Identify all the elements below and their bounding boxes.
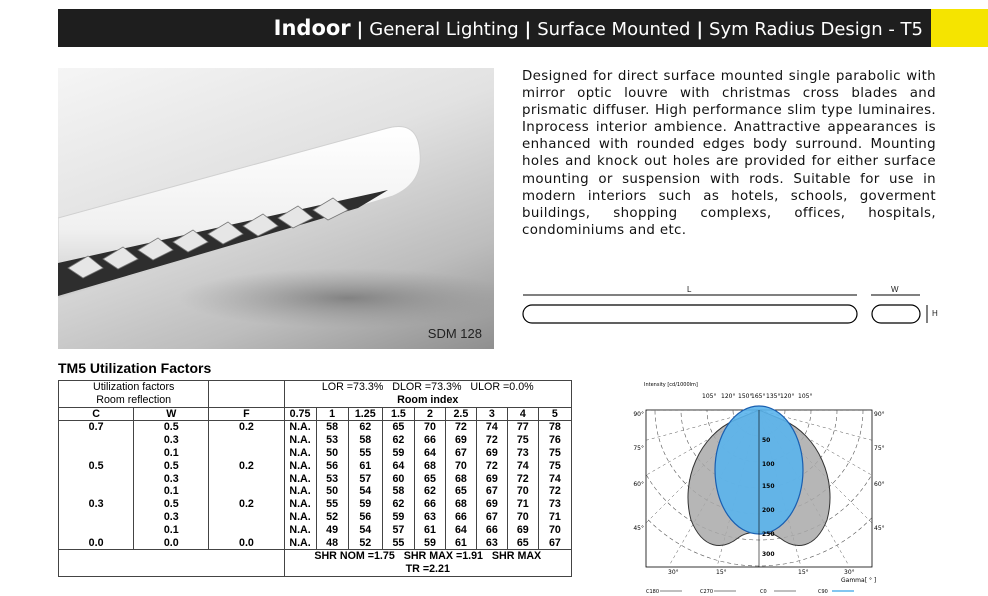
table-cell: 60 [382,473,414,486]
table-cell: 69 [476,473,507,486]
table-cell: 0.2 [209,421,284,434]
table-cell: 63 [414,511,445,524]
room-index-label: Room index [284,394,571,407]
right-angle-label: 60° [874,481,885,488]
table-cell: 66 [445,511,476,524]
table-cell: 0.7 [59,421,134,434]
table-cell: 69 [507,524,538,537]
empty-cell [59,550,285,563]
table-cell [59,473,134,486]
right-angle-label: 45° [874,525,885,532]
table-cell: 58 [348,434,382,447]
table-cell: N.A. [284,511,316,524]
table-cell: 72 [538,485,571,498]
table-cell: 63 [476,537,507,550]
table-cell: 67 [445,447,476,460]
table-cell: 66 [476,524,507,537]
table-cell [59,447,134,460]
table-title: TM5 Utilization Factors [58,360,212,376]
table-cell: 0.3 [134,434,209,447]
right-angle-label: 75° [874,445,885,452]
shr-row [59,563,572,576]
table-row [59,485,572,498]
table-cell: 69 [476,498,507,511]
product-photo [58,68,494,349]
table-cell: 0.5 [134,460,209,473]
table-cell: 71 [538,511,571,524]
table-cell: 0.3 [134,511,209,524]
table-row [59,447,572,460]
table-cell: 75 [538,460,571,473]
utilization-table [58,380,572,577]
table-cell: 72 [476,460,507,473]
table-cell: 0.0 [134,537,209,550]
top-angle-label: 150° [738,393,753,400]
table-row [59,524,572,537]
table-cell: 0.1 [134,485,209,498]
empty-cell [209,394,284,407]
table-cell: N.A. [284,537,316,550]
top-angle-label: 120° [721,393,736,400]
table-cell: 0.1 [134,524,209,537]
table-cell: 64 [414,447,445,460]
table-cell: 62 [414,485,445,498]
gamma-label: Gamma[ ° ] [841,577,877,584]
table-cell: N.A. [284,460,316,473]
table-cell: N.A. [284,434,316,447]
table-row [59,537,572,550]
dimension-height-label: H [932,309,938,318]
dimension-drawing [520,282,950,332]
table-cell: 0.3 [59,498,134,511]
table-cell [209,485,284,498]
table-row [59,498,572,511]
index-cell: 1.25 [348,407,382,421]
table-cell: 0.2 [209,460,284,473]
table-cell: 52 [348,537,382,550]
table-cell: 65 [445,485,476,498]
col-c: C [59,407,134,421]
table-cell: 55 [382,537,414,550]
table-cell: 61 [348,460,382,473]
shr-line-1: SHR NOM =1.75 SHR MAX =1.91 SHR MAX [284,550,571,563]
index-cell: 2 [414,407,445,421]
table-cell: 72 [507,473,538,486]
polar-intensity-diagram [620,380,886,596]
table-cell: 0.5 [134,421,209,434]
top-angle-label: 120° [780,393,795,400]
legend-label: C90 [818,589,828,595]
table-cell: 69 [476,447,507,460]
table-cell: 75 [507,434,538,447]
table-cell: 64 [445,524,476,537]
shr-line-2: TR =2.21 [284,563,571,576]
table-cell: 67 [476,485,507,498]
table-cell: 0.1 [134,447,209,460]
table-cell: N.A. [284,421,316,434]
polar-legend [646,589,854,595]
table-cell: 52 [316,511,348,524]
table-cell: 56 [316,460,348,473]
table-cell: 67 [476,511,507,524]
table-cell: 58 [316,421,348,434]
table-cell: 68 [445,498,476,511]
table-cell: 62 [382,434,414,447]
radial-label: 50 [762,437,771,444]
room-reflection-label: Room reflection [59,394,209,407]
left-angle-label: 45° [633,525,644,532]
table-cell: 57 [382,524,414,537]
table-cell: 70 [414,421,445,434]
index-cell: 3 [476,407,507,421]
table-cell: 73 [538,498,571,511]
table-cell: 73 [507,447,538,460]
table-cell: 0.0 [59,537,134,550]
top-angle-label: 165° [751,393,766,400]
table-cell: 49 [316,524,348,537]
table-cell: 59 [382,511,414,524]
table-cell: 0.5 [134,498,209,511]
table-cell: 70 [538,524,571,537]
table-cell [59,485,134,498]
table-cell: 0.5 [59,460,134,473]
table-cell: N.A. [284,498,316,511]
dimension-length-label: L [687,285,692,294]
radial-label: 100 [762,461,775,468]
table-cell: 65 [414,473,445,486]
table-cell: 78 [538,421,571,434]
intensity-label: Intensity [cd/1000lm] [644,382,698,388]
table-cell: N.A. [284,485,316,498]
table-cell: 64 [382,460,414,473]
table-cell: 68 [414,460,445,473]
table-cell: 68 [445,473,476,486]
radial-label: 250 [762,531,775,538]
index-cell: 4 [507,407,538,421]
top-angle-label: 135° [766,393,781,400]
top-angle-label: 105° [798,393,813,400]
header-crumb-2: Surface Mounted [537,19,691,40]
radial-label: 150 [762,483,775,490]
table-cell: 74 [507,460,538,473]
table-cell: 67 [538,537,571,550]
table-cell: 74 [538,473,571,486]
table-cell: 0.3 [134,473,209,486]
table-cell: 70 [507,511,538,524]
col-w: W [134,407,209,421]
table-cell: 50 [316,447,348,460]
header-accent [931,9,988,47]
luminaire-illustration [58,68,494,349]
separator: | [696,19,704,40]
empty-cell [59,563,285,576]
table-cell [59,434,134,447]
table-cell: 71 [507,498,538,511]
table-cell: 54 [348,485,382,498]
table-cell: 54 [348,524,382,537]
table-cell [209,434,284,447]
table-cell: 72 [476,434,507,447]
photo-caption: SDM 128 [427,326,482,341]
bottom-angle-label: 15° [798,569,809,576]
shr-row [59,550,572,563]
table-cell: 62 [382,498,414,511]
table-cell: 59 [348,498,382,511]
table-row [59,434,572,447]
header-bar [58,9,931,47]
bottom-angle-label: 30° [844,569,855,576]
table-cell: 61 [414,524,445,537]
index-cell: 2.5 [445,407,476,421]
table-row [59,421,572,434]
table-header-row [59,381,572,394]
table-cell: 69 [445,434,476,447]
left-angle-label: 75° [633,445,644,452]
table-cell: N.A. [284,473,316,486]
index-cell: 1 [316,407,348,421]
table-cell [209,447,284,460]
header-crumb-1: General Lighting [369,19,519,40]
legend-label: C270 [700,589,714,595]
separator: | [524,19,532,40]
table-cell [59,511,134,524]
table-cell [209,473,284,486]
index-cell: 1.5 [382,407,414,421]
table-cell: 74 [476,421,507,434]
table-cell: N.A. [284,447,316,460]
legend-label: C180 [646,589,660,595]
table-cell: 50 [316,485,348,498]
table-cell: 65 [382,421,414,434]
table-cell [209,524,284,537]
table-cell: 59 [414,537,445,550]
table-cell: 66 [414,498,445,511]
radial-label: 300 [762,551,775,558]
bottom-angle-label: 15° [716,569,727,576]
table-cell: 55 [316,498,348,511]
table-row [59,511,572,524]
left-angle-label: 90° [633,411,644,418]
table-cell: 58 [382,485,414,498]
table-cell [209,511,284,524]
header-crumb-3: Sym Radius Design - T5 [709,19,923,40]
table-cell: 53 [316,473,348,486]
table-cell: 70 [507,485,538,498]
lor-line: LOR =73.3% DLOR =73.3% ULOR =0.0% [284,381,571,394]
table-cell: N.A. [284,524,316,537]
radial-label: 200 [762,507,775,514]
product-description: Designed for direct surface mounted single parabolic with mirror optic louvre with christmas cross blades and prismatic diffuser. High performance slim type luminaires. Inprocess interior ambience. Anattractive appearances is enhanced with rounded edges body surround. Mounting holes and knock out holes are provided for either surface mounting or suspension with rods. Suitable for use in modern interiors such as hotels, schools, goverment buildings, shopping complexs, offices, hospitals, condominiums and etc. [522,69,936,238]
table-cell: 77 [507,421,538,434]
table-cell: 53 [316,434,348,447]
table-cell: 0.0 [209,537,284,550]
left-angle-label: 60° [633,481,644,488]
table-row [59,460,572,473]
table-cell: 55 [348,447,382,460]
table-body [59,421,572,550]
top-angle-label: 105° [702,393,717,400]
header-breadcrumb [274,9,923,47]
table-cell [59,524,134,537]
uf-label: Utilization factors [59,381,209,394]
table-cell: 0.2 [209,498,284,511]
empty-cell [209,381,284,394]
table-cell: 61 [445,537,476,550]
table-cell: 72 [445,421,476,434]
table-row [59,473,572,486]
table-cell: 59 [382,447,414,460]
table-cell: 66 [414,434,445,447]
table-cell: 75 [538,447,571,460]
table-cell: 62 [348,421,382,434]
bottom-angle-label: 30° [668,569,679,576]
index-cell: 5 [538,407,571,421]
legend-label: C0 [760,589,767,595]
table-cell: 57 [348,473,382,486]
table-cell: 48 [316,537,348,550]
table-header-row [59,394,572,407]
header-category: Indoor [273,16,351,40]
table-cell: 65 [507,537,538,550]
table-cell: 76 [538,434,571,447]
right-angle-label: 90° [874,411,885,418]
table-cell: 56 [348,511,382,524]
index-cell: 0.75 [284,407,316,421]
table-cell: 70 [445,460,476,473]
dimension-width-label: W [891,285,899,294]
col-f: F [209,407,284,421]
column-header-row [59,407,572,421]
separator: | [356,19,364,40]
